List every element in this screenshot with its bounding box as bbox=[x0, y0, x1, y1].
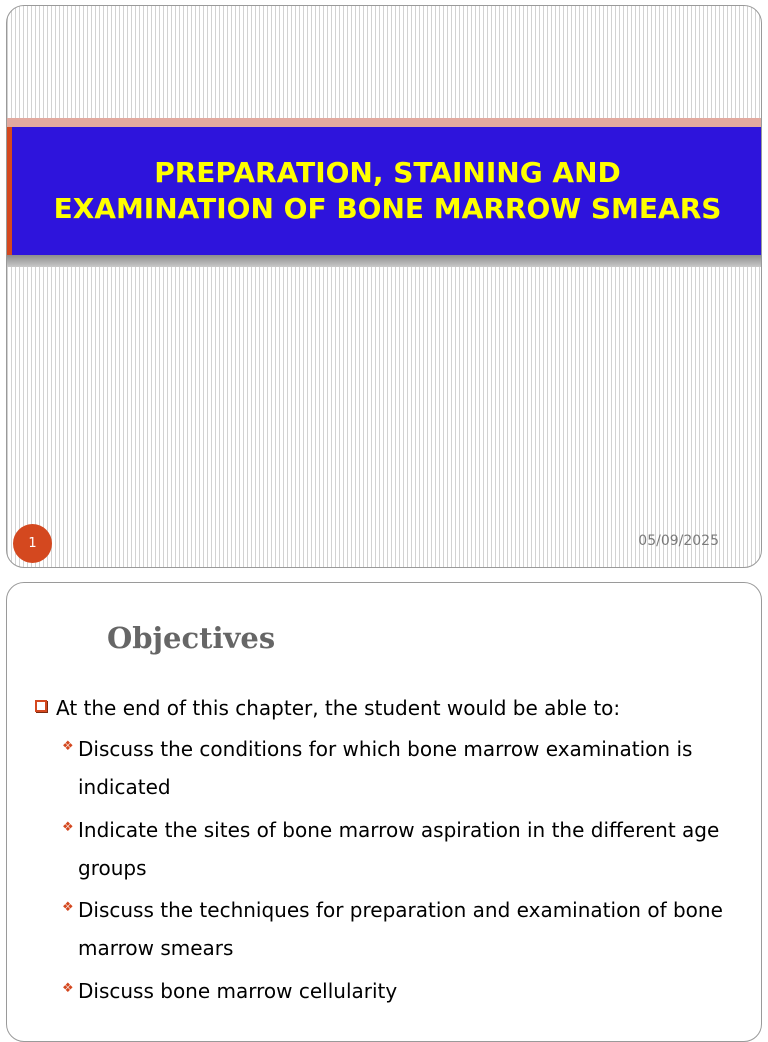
slide-title-line-1: PREPARATION, STAINING AND bbox=[154, 156, 621, 189]
square-bullet-icon bbox=[35, 700, 47, 712]
diamond-bullet-icon: ❖ bbox=[62, 820, 74, 835]
intro-bullet bbox=[35, 689, 620, 727]
objectives-slide bbox=[6, 582, 762, 1042]
diamond-bullet-icon: ❖ bbox=[62, 900, 74, 915]
objective-item bbox=[62, 891, 732, 967]
slide-date: 05/09/2025 bbox=[638, 533, 719, 549]
objective-item bbox=[62, 811, 732, 887]
objective-text: Indicate the sites of bone marrow aspiration in the different age groups bbox=[78, 818, 720, 880]
diamond-bullet-icon: ❖ bbox=[62, 739, 74, 754]
title-band-topline bbox=[7, 118, 762, 127]
slide-title-line-2: EXAMINATION OF BONE MARROW SMEARS bbox=[53, 192, 722, 225]
objective-item bbox=[62, 972, 732, 1010]
objective-text: Discuss the conditions for which bone marrow examination is indicated bbox=[78, 737, 693, 799]
objective-item bbox=[62, 730, 732, 806]
objectives-heading: Objectives bbox=[107, 621, 276, 655]
objective-text: Discuss the techniques for preparation and examination of bone marrow smears bbox=[78, 898, 723, 960]
intro-text: At the end of this chapter, the student would be able to: bbox=[56, 696, 621, 720]
title-slide bbox=[6, 5, 762, 568]
diamond-bullet-icon: ❖ bbox=[62, 981, 74, 996]
objective-text: Discuss bone marrow cellularity bbox=[78, 979, 398, 1003]
title-band-shadow bbox=[7, 255, 762, 267]
title-band bbox=[7, 127, 762, 255]
slide-number-badge: 1 bbox=[13, 524, 52, 563]
